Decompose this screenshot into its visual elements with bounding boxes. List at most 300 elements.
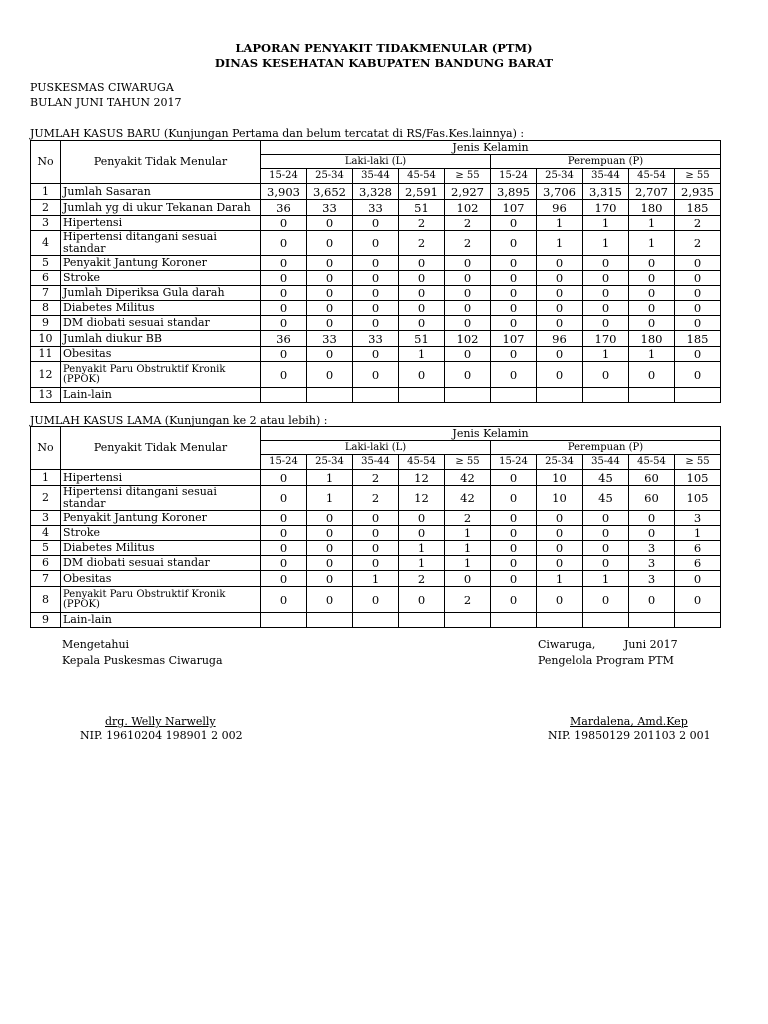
- count-cell: 0: [537, 347, 583, 362]
- count-cell: 0: [353, 347, 399, 362]
- count-cell: [629, 388, 675, 403]
- count-cell: 0: [675, 316, 721, 331]
- count-cell: 10: [537, 486, 583, 511]
- count-cell: 0: [491, 587, 537, 613]
- count-cell: 2: [445, 511, 491, 526]
- count-cell: 0: [399, 316, 445, 331]
- count-cell: 0: [675, 347, 721, 362]
- count-cell: 0: [261, 511, 307, 526]
- count-cell: 180: [629, 200, 675, 216]
- row-number: 8: [31, 301, 61, 316]
- age-group-header: 15-24: [261, 455, 307, 470]
- age-group-header: ≥ 55: [675, 455, 721, 470]
- count-cell: 1: [353, 571, 399, 587]
- count-cell: 1: [629, 347, 675, 362]
- count-cell: 1: [399, 556, 445, 571]
- age-group-header: 15-24: [261, 169, 307, 184]
- table-row: [31, 388, 721, 403]
- count-cell: 0: [399, 271, 445, 286]
- disease-name: Jumlah Sasaran: [61, 184, 261, 200]
- count-cell: 0: [399, 286, 445, 301]
- row-number: 3: [31, 511, 61, 526]
- count-cell: [537, 613, 583, 628]
- count-cell: 0: [583, 526, 629, 541]
- count-cell: 0: [537, 256, 583, 271]
- count-cell: [307, 613, 353, 628]
- count-cell: 0: [491, 571, 537, 587]
- row-number: 13: [31, 388, 61, 403]
- count-cell: 0: [261, 347, 307, 362]
- count-cell: 0: [629, 271, 675, 286]
- count-cell: 0: [537, 556, 583, 571]
- count-cell: 0: [629, 587, 675, 613]
- count-cell: 96: [537, 200, 583, 216]
- count-cell: 0: [353, 362, 399, 388]
- row-number: 9: [31, 613, 61, 628]
- count-cell: 0: [353, 256, 399, 271]
- count-cell: 2: [445, 231, 491, 256]
- row-number: 4: [31, 526, 61, 541]
- count-cell: 0: [491, 271, 537, 286]
- disease-name: Obesitas: [61, 571, 261, 587]
- count-cell: 3,328: [353, 184, 399, 200]
- age-group-header: 25-34: [537, 169, 583, 184]
- count-cell: [537, 388, 583, 403]
- count-cell: 0: [445, 301, 491, 316]
- age-group-header: 45-54: [629, 169, 675, 184]
- count-cell: 0: [629, 286, 675, 301]
- count-cell: 33: [307, 331, 353, 347]
- count-cell: 0: [583, 541, 629, 556]
- count-cell: 3: [629, 571, 675, 587]
- count-cell: 0: [675, 301, 721, 316]
- count-cell: 0: [261, 541, 307, 556]
- count-cell: 3,652: [307, 184, 353, 200]
- count-cell: [491, 388, 537, 403]
- row-number: 11: [31, 347, 61, 362]
- count-cell: 0: [537, 316, 583, 331]
- date-label: Juni 2017: [624, 638, 678, 651]
- count-cell: 0: [537, 271, 583, 286]
- count-cell: 0: [491, 256, 537, 271]
- count-cell: 0: [537, 286, 583, 301]
- count-cell: 180: [629, 331, 675, 347]
- age-group-header: 35-44: [353, 455, 399, 470]
- count-cell: 0: [353, 301, 399, 316]
- count-cell: 1: [537, 231, 583, 256]
- disease-name: Jumlah diukur BB: [61, 331, 261, 347]
- count-cell: 0: [491, 231, 537, 256]
- count-cell: 0: [445, 316, 491, 331]
- table-row: [31, 470, 721, 486]
- count-cell: 107: [491, 331, 537, 347]
- count-cell: 0: [261, 587, 307, 613]
- count-cell: 102: [445, 200, 491, 216]
- disease-name: DM diobati sesuai standar: [61, 556, 261, 571]
- disease-name: Obesitas: [61, 347, 261, 362]
- count-cell: 0: [629, 316, 675, 331]
- count-cell: 1: [583, 231, 629, 256]
- acknowledge-label: Mengetahui: [62, 638, 130, 651]
- row-number: 7: [31, 571, 61, 587]
- count-cell: 0: [583, 301, 629, 316]
- count-cell: 0: [491, 216, 537, 231]
- count-cell: 0: [261, 256, 307, 271]
- count-cell: 0: [353, 556, 399, 571]
- old-cases-table: [30, 426, 721, 628]
- place-label: Ciwaruga,: [538, 638, 596, 651]
- count-cell: 2: [445, 216, 491, 231]
- count-cell: 0: [307, 286, 353, 301]
- count-cell: 0: [353, 271, 399, 286]
- count-cell: [261, 388, 307, 403]
- count-cell: 3,315: [583, 184, 629, 200]
- count-cell: 3: [629, 541, 675, 556]
- disease-name: Diabetes Militus: [61, 541, 261, 556]
- count-cell: 0: [399, 256, 445, 271]
- gender-header: Jenis Kelamin: [261, 141, 721, 155]
- disease-name: Stroke: [61, 271, 261, 286]
- count-cell: 6: [675, 556, 721, 571]
- count-cell: 0: [307, 271, 353, 286]
- count-cell: 1: [307, 470, 353, 486]
- table-row: [31, 231, 721, 256]
- count-cell: 42: [445, 470, 491, 486]
- count-cell: 0: [261, 301, 307, 316]
- count-cell: [583, 388, 629, 403]
- count-cell: 0: [261, 316, 307, 331]
- count-cell: 0: [583, 362, 629, 388]
- count-cell: 0: [261, 486, 307, 511]
- count-cell: 0: [491, 541, 537, 556]
- disease-name: Penyakit Paru Obstruktif Kronik (PPOK): [61, 587, 261, 613]
- count-cell: 0: [675, 571, 721, 587]
- count-cell: 0: [399, 362, 445, 388]
- count-cell: 0: [307, 571, 353, 587]
- disease-name: Lain-lain: [61, 613, 261, 628]
- count-cell: 185: [675, 200, 721, 216]
- count-cell: 2: [445, 587, 491, 613]
- count-cell: 0: [675, 286, 721, 301]
- manager-title-label: Pengelola Program PTM: [538, 654, 674, 667]
- count-cell: 2: [399, 216, 445, 231]
- count-cell: 0: [261, 216, 307, 231]
- table-row: [31, 526, 721, 541]
- row-number: 9: [31, 316, 61, 331]
- table-row: [31, 286, 721, 301]
- count-cell: 0: [399, 587, 445, 613]
- disease-name: Penyakit Paru Obstruktif Kronik (PPOK): [61, 362, 261, 388]
- count-cell: 2: [399, 231, 445, 256]
- table1-caption: JUMLAH KASUS BARU (Kunjungan Pertama dan belum tercatat di RS/Fas.Kes.lainnya) :: [30, 127, 525, 140]
- count-cell: 0: [537, 511, 583, 526]
- age-group-header: ≥ 55: [675, 169, 721, 184]
- count-cell: [399, 388, 445, 403]
- period-label: BULAN JUNI TAHUN 2017: [30, 96, 182, 109]
- row-number: 4: [31, 231, 61, 256]
- count-cell: 0: [583, 511, 629, 526]
- row-number: 6: [31, 271, 61, 286]
- count-cell: 2: [353, 486, 399, 511]
- count-cell: 0: [629, 256, 675, 271]
- no-header: No: [31, 427, 61, 470]
- count-cell: 0: [583, 256, 629, 271]
- male-header: Laki-laki (L): [261, 155, 491, 169]
- count-cell: 3,903: [261, 184, 307, 200]
- age-group-header: 35-44: [353, 169, 399, 184]
- count-cell: 0: [353, 511, 399, 526]
- count-cell: 2: [399, 571, 445, 587]
- count-cell: 0: [261, 526, 307, 541]
- count-cell: 0: [583, 556, 629, 571]
- count-cell: 0: [261, 231, 307, 256]
- count-cell: [261, 613, 307, 628]
- row-number: 10: [31, 331, 61, 347]
- table-row: [31, 256, 721, 271]
- count-cell: [491, 613, 537, 628]
- disease-name: DM diobati sesuai standar: [61, 316, 261, 331]
- count-cell: 33: [307, 200, 353, 216]
- count-cell: 10: [537, 470, 583, 486]
- count-cell: 1: [583, 216, 629, 231]
- age-group-header: 15-24: [491, 455, 537, 470]
- count-cell: [629, 613, 675, 628]
- disease-name: Stroke: [61, 526, 261, 541]
- count-cell: 0: [445, 571, 491, 587]
- count-cell: 0: [583, 587, 629, 613]
- count-cell: 45: [583, 470, 629, 486]
- count-cell: 170: [583, 200, 629, 216]
- count-cell: [399, 613, 445, 628]
- row-number: 8: [31, 587, 61, 613]
- count-cell: 33: [353, 331, 399, 347]
- count-cell: 0: [399, 511, 445, 526]
- count-cell: 60: [629, 470, 675, 486]
- count-cell: 0: [307, 587, 353, 613]
- count-cell: 1: [445, 526, 491, 541]
- count-cell: 0: [307, 511, 353, 526]
- count-cell: 1: [583, 347, 629, 362]
- count-cell: 1: [445, 556, 491, 571]
- manager-nip: NIP. 19850129 201103 2 001: [548, 729, 711, 742]
- count-cell: 0: [307, 231, 353, 256]
- age-group-header: 15-24: [491, 169, 537, 184]
- count-cell: [583, 613, 629, 628]
- table-row: [31, 301, 721, 316]
- report-subtitle: DINAS KESEHATAN KABUPATEN BANDUNG BARAT: [214, 56, 554, 70]
- age-group-header: 25-34: [307, 169, 353, 184]
- count-cell: 2,935: [675, 184, 721, 200]
- table-row: [31, 184, 721, 200]
- female-header: Perempuan (P): [491, 155, 721, 169]
- new-cases-table: [30, 140, 721, 403]
- count-cell: 0: [675, 256, 721, 271]
- count-cell: 0: [491, 556, 537, 571]
- table-row: [31, 271, 721, 286]
- count-cell: 0: [307, 301, 353, 316]
- manager-name: Mardalena, Amd.Kep: [570, 715, 688, 728]
- count-cell: 0: [629, 362, 675, 388]
- head-nip: NIP. 19610204 198901 2 002: [80, 729, 243, 742]
- count-cell: 1: [629, 231, 675, 256]
- count-cell: 2,927: [445, 184, 491, 200]
- count-cell: 102: [445, 331, 491, 347]
- count-cell: 2,591: [399, 184, 445, 200]
- count-cell: 0: [537, 541, 583, 556]
- row-number: 1: [31, 470, 61, 486]
- count-cell: 185: [675, 331, 721, 347]
- count-cell: 0: [399, 301, 445, 316]
- head-title-label: Kepala Puskesmas Ciwaruga: [62, 654, 223, 667]
- count-cell: 12: [399, 486, 445, 511]
- table-row: [31, 200, 721, 216]
- row-number: 6: [31, 556, 61, 571]
- count-cell: [445, 388, 491, 403]
- row-number: 2: [31, 200, 61, 216]
- age-group-header: 35-44: [583, 169, 629, 184]
- disease-name: Jumlah yg di ukur Tekanan Darah: [61, 200, 261, 216]
- table-row: [31, 571, 721, 587]
- count-cell: 1: [399, 541, 445, 556]
- count-cell: 1: [399, 347, 445, 362]
- count-cell: 0: [537, 362, 583, 388]
- count-cell: 2,707: [629, 184, 675, 200]
- disease-name: Hipertensi: [61, 470, 261, 486]
- count-cell: 0: [399, 526, 445, 541]
- table-row: [31, 587, 721, 613]
- count-cell: [307, 388, 353, 403]
- count-cell: 1: [583, 571, 629, 587]
- count-cell: 0: [491, 316, 537, 331]
- count-cell: 60: [629, 486, 675, 511]
- count-cell: [675, 613, 721, 628]
- count-cell: 0: [307, 347, 353, 362]
- count-cell: 51: [399, 331, 445, 347]
- count-cell: 0: [583, 271, 629, 286]
- count-cell: 0: [353, 316, 399, 331]
- count-cell: 42: [445, 486, 491, 511]
- count-cell: 0: [491, 486, 537, 511]
- count-cell: 0: [353, 216, 399, 231]
- row-number: 12: [31, 362, 61, 388]
- count-cell: 0: [261, 362, 307, 388]
- count-cell: 0: [445, 362, 491, 388]
- count-cell: 0: [491, 301, 537, 316]
- count-cell: 1: [445, 541, 491, 556]
- count-cell: 0: [583, 316, 629, 331]
- count-cell: 1: [307, 486, 353, 511]
- table-row: [31, 347, 721, 362]
- disease-name: Hipertensi ditangani sesuai standar: [61, 486, 261, 511]
- age-group-header: 45-54: [399, 455, 445, 470]
- disease-name: Diabetes Militus: [61, 301, 261, 316]
- count-cell: 0: [307, 541, 353, 556]
- row-number: 2: [31, 486, 61, 511]
- report-title: LAPORAN PENYAKIT TIDAKMENULAR (PTM): [235, 41, 533, 55]
- puskesmas-label: PUSKESMAS CIWARUGA: [30, 81, 174, 94]
- age-group-header: ≥ 55: [445, 455, 491, 470]
- count-cell: 0: [537, 587, 583, 613]
- count-cell: 0: [353, 541, 399, 556]
- table2-caption: JUMLAH KASUS LAMA (Kunjungan ke 2 atau lebih) :: [30, 414, 328, 427]
- table-row: [31, 541, 721, 556]
- disease-name: Penyakit Jantung Koroner: [61, 256, 261, 271]
- count-cell: 0: [353, 587, 399, 613]
- age-group-header: 45-54: [629, 455, 675, 470]
- count-cell: 0: [675, 362, 721, 388]
- row-number: 1: [31, 184, 61, 200]
- count-cell: 0: [445, 271, 491, 286]
- table-row: [31, 613, 721, 628]
- disease-header: Penyakit Tidak Menular: [61, 141, 261, 184]
- count-cell: 0: [307, 216, 353, 231]
- row-number: 3: [31, 216, 61, 231]
- count-cell: 0: [491, 470, 537, 486]
- count-cell: 0: [307, 556, 353, 571]
- count-cell: 0: [261, 556, 307, 571]
- table-row: [31, 216, 721, 231]
- count-cell: 0: [261, 470, 307, 486]
- count-cell: 0: [261, 286, 307, 301]
- age-group-header: 25-34: [307, 455, 353, 470]
- count-cell: [675, 388, 721, 403]
- count-cell: 0: [261, 571, 307, 587]
- count-cell: [445, 613, 491, 628]
- count-cell: 0: [445, 286, 491, 301]
- count-cell: 0: [307, 362, 353, 388]
- age-group-header: 35-44: [583, 455, 629, 470]
- table-row: [31, 316, 721, 331]
- count-cell: 3,895: [491, 184, 537, 200]
- count-cell: 0: [445, 256, 491, 271]
- count-cell: 6: [675, 541, 721, 556]
- table-row: [31, 331, 721, 347]
- count-cell: 0: [629, 526, 675, 541]
- row-number: 5: [31, 256, 61, 271]
- count-cell: 1: [629, 216, 675, 231]
- count-cell: 2: [353, 470, 399, 486]
- count-cell: 0: [491, 511, 537, 526]
- count-cell: [353, 613, 399, 628]
- count-cell: 0: [261, 271, 307, 286]
- count-cell: 0: [537, 526, 583, 541]
- disease-header: Penyakit Tidak Menular: [61, 427, 261, 470]
- disease-name: Jumlah Diperiksa Gula darah: [61, 286, 261, 301]
- count-cell: 0: [491, 286, 537, 301]
- disease-name: Hipertensi ditangani sesuai standar: [61, 231, 261, 256]
- count-cell: 2: [675, 231, 721, 256]
- gender-header: Jenis Kelamin: [261, 427, 721, 441]
- count-cell: 0: [307, 256, 353, 271]
- head-name: drg. Welly Narwelly: [105, 715, 216, 728]
- count-cell: 0: [629, 301, 675, 316]
- count-cell: 0: [583, 286, 629, 301]
- disease-name: Lain-lain: [61, 388, 261, 403]
- count-cell: 3: [675, 511, 721, 526]
- age-group-header: 45-54: [399, 169, 445, 184]
- count-cell: 0: [353, 286, 399, 301]
- count-cell: 36: [261, 331, 307, 347]
- count-cell: 0: [491, 347, 537, 362]
- table-row: [31, 486, 721, 511]
- count-cell: 0: [675, 271, 721, 286]
- count-cell: 0: [307, 526, 353, 541]
- count-cell: 33: [353, 200, 399, 216]
- count-cell: 45: [583, 486, 629, 511]
- count-cell: 105: [675, 470, 721, 486]
- count-cell: 0: [537, 301, 583, 316]
- count-cell: 0: [629, 511, 675, 526]
